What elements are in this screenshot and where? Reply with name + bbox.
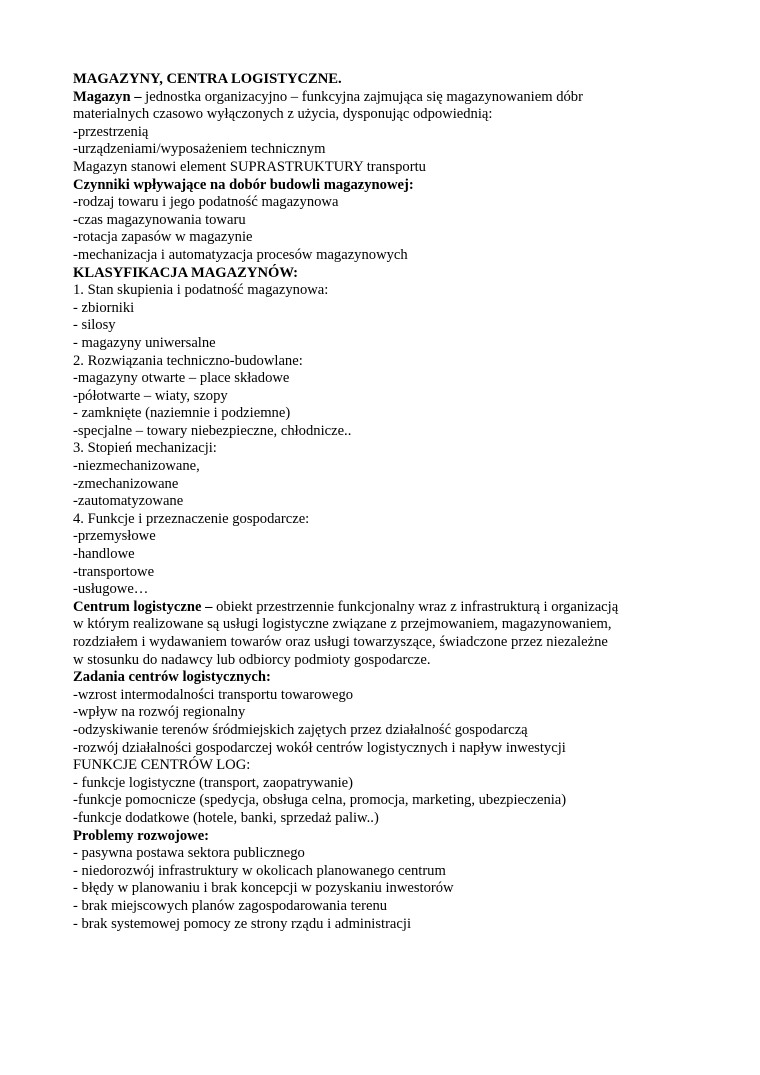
magazyn-note: Magazyn stanowi element SUPRASTRUKTURY transportu: [73, 158, 426, 175]
zadania-item: -wzrost intermodalności transportu towarowego: [73, 686, 354, 703]
magazyn-definition-text: jednostka organizacyjno – funkcyjna zajmująca się magazynowaniem dóbr: [141, 88, 583, 105]
magazyn-definition: [73, 89, 693, 107]
funkcje-heading: FUNKCJE CENTRÓW LOG:: [73, 757, 251, 774]
problemy-item: - brak miejscowych planów zagospodarowania terenu: [73, 897, 388, 914]
klasyfikacja-line: -magazyny otwarte – place składowe: [73, 370, 290, 387]
klasyfikacja-line: 1. Stan skupienia i podatność magazynowa:: [73, 282, 329, 299]
zadania-item: -wpływ na rozwój regionalny: [73, 704, 246, 721]
centrum-definition-cont: w którym realizowane są usługi logistyczne związane z przejmowaniem, magazynowaniem,: [73, 616, 612, 633]
centrum-definition: [73, 599, 693, 617]
magazyn-item: -przestrzenią: [73, 123, 149, 140]
klasyfikacja-line: -usługowe…: [73, 581, 149, 598]
klasyfikacja-line: -niezmechanizowane,: [73, 458, 200, 475]
problemy-heading: Problemy rozwojowe:: [73, 827, 210, 844]
magazyn-term: Magazyn –: [73, 88, 142, 105]
funkcje-item: - funkcje logistyczne (transport, zaopatrywanie): [73, 774, 354, 791]
klasyfikacja-line: - zbiorniki: [73, 299, 135, 316]
problemy-item: - pasywna postawa sektora publicznego: [73, 845, 305, 862]
klasyfikacja-line: -półotwarte – wiaty, szopy: [73, 387, 228, 404]
klasyfikacja-line: -transportowe: [73, 563, 155, 580]
klasyfikacja-heading: KLASYFIKACJA MAGAZYNÓW:: [73, 264, 298, 281]
klasyfikacja-line: - zamknięte (naziemnie i podziemne): [73, 405, 291, 422]
zadania-heading: Zadania centrów logistycznych:: [73, 669, 271, 686]
czynniki-item: -rotacja zapasów w magazynie: [73, 229, 253, 246]
czynniki-item: -rodzaj towaru i jego podatność magazynowa: [73, 194, 339, 211]
klasyfikacja-line: 2. Rozwiązania techniczno-budowlane:: [73, 352, 303, 369]
klasyfikacja-line: 4. Funkcje i przeznaczenie gospodarcze:: [73, 510, 310, 527]
zadania-item: -rozwój działalności gospodarczej wokół centrów logistycznych i napływ inwestycji: [73, 739, 566, 756]
magazyn-item: -urządzeniami/wyposażeniem technicznym: [73, 141, 326, 158]
page-title: MAGAZYNY, CENTRA LOGISTYCZNE.: [73, 71, 342, 87]
centrum-term: Centrum logistyczne –: [73, 598, 213, 615]
klasyfikacja-line: -specjalne – towary niebezpieczne, chłodnicze..: [73, 422, 352, 439]
problemy-item: - niedorozwój infrastruktury w okolicach planowanego centrum: [73, 862, 446, 879]
funkcje-item: -funkcje dodatkowe (hotele, banki, sprzedaż paliw..): [73, 809, 379, 826]
centrum-definition-text: obiekt przestrzennie funkcjonalny wraz z infrastrukturą i organizacją: [212, 598, 619, 615]
klasyfikacja-line: - magazyny uniwersalne: [73, 334, 216, 351]
czynniki-item: -mechanizacja i automatyzacja procesów magazynowych: [73, 246, 408, 263]
klasyfikacja-line: -zautomatyzowane: [73, 493, 184, 510]
problemy-item: - błędy w planowaniu i brak koncepcji w pozyskaniu inwestorów: [73, 880, 454, 897]
funkcje-item: -funkcje pomocnicze (spedycja, obsługa celna, promocja, marketing, ubezpieczenia): [73, 792, 567, 809]
magazyn-definition-cont: materialnych czasowo wyłączonych z użycia, dysponując odpowiednią:: [73, 106, 493, 123]
document-page: [73, 71, 693, 933]
klasyfikacja-line: 3. Stopień mechanizacji:: [73, 440, 217, 457]
klasyfikacja-line: -zmechanizowane: [73, 475, 179, 492]
zadania-item: -odzyskiwanie terenów śródmiejskich zajętych przez działalność gospodarczą: [73, 721, 528, 738]
centrum-definition-cont: rozdziałem i wydawaniem towarów oraz usługi towarzyszące, świadczone przez niezależne: [73, 634, 608, 650]
klasyfikacja-line: - silosy: [73, 317, 116, 334]
klasyfikacja-line: -przemysłowe: [73, 528, 156, 545]
problemy-item: - brak systemowej pomocy ze strony rządu i administracji: [73, 915, 411, 932]
czynniki-item: -czas magazynowania towaru: [73, 211, 246, 228]
czynniki-heading: Czynniki wpływające na dobór budowli magazynowej:: [73, 176, 414, 193]
centrum-definition-cont: w stosunku do nadawcy lub odbiorcy podmioty gospodarcze.: [73, 651, 431, 668]
klasyfikacja-line: -handlowe: [73, 546, 135, 563]
